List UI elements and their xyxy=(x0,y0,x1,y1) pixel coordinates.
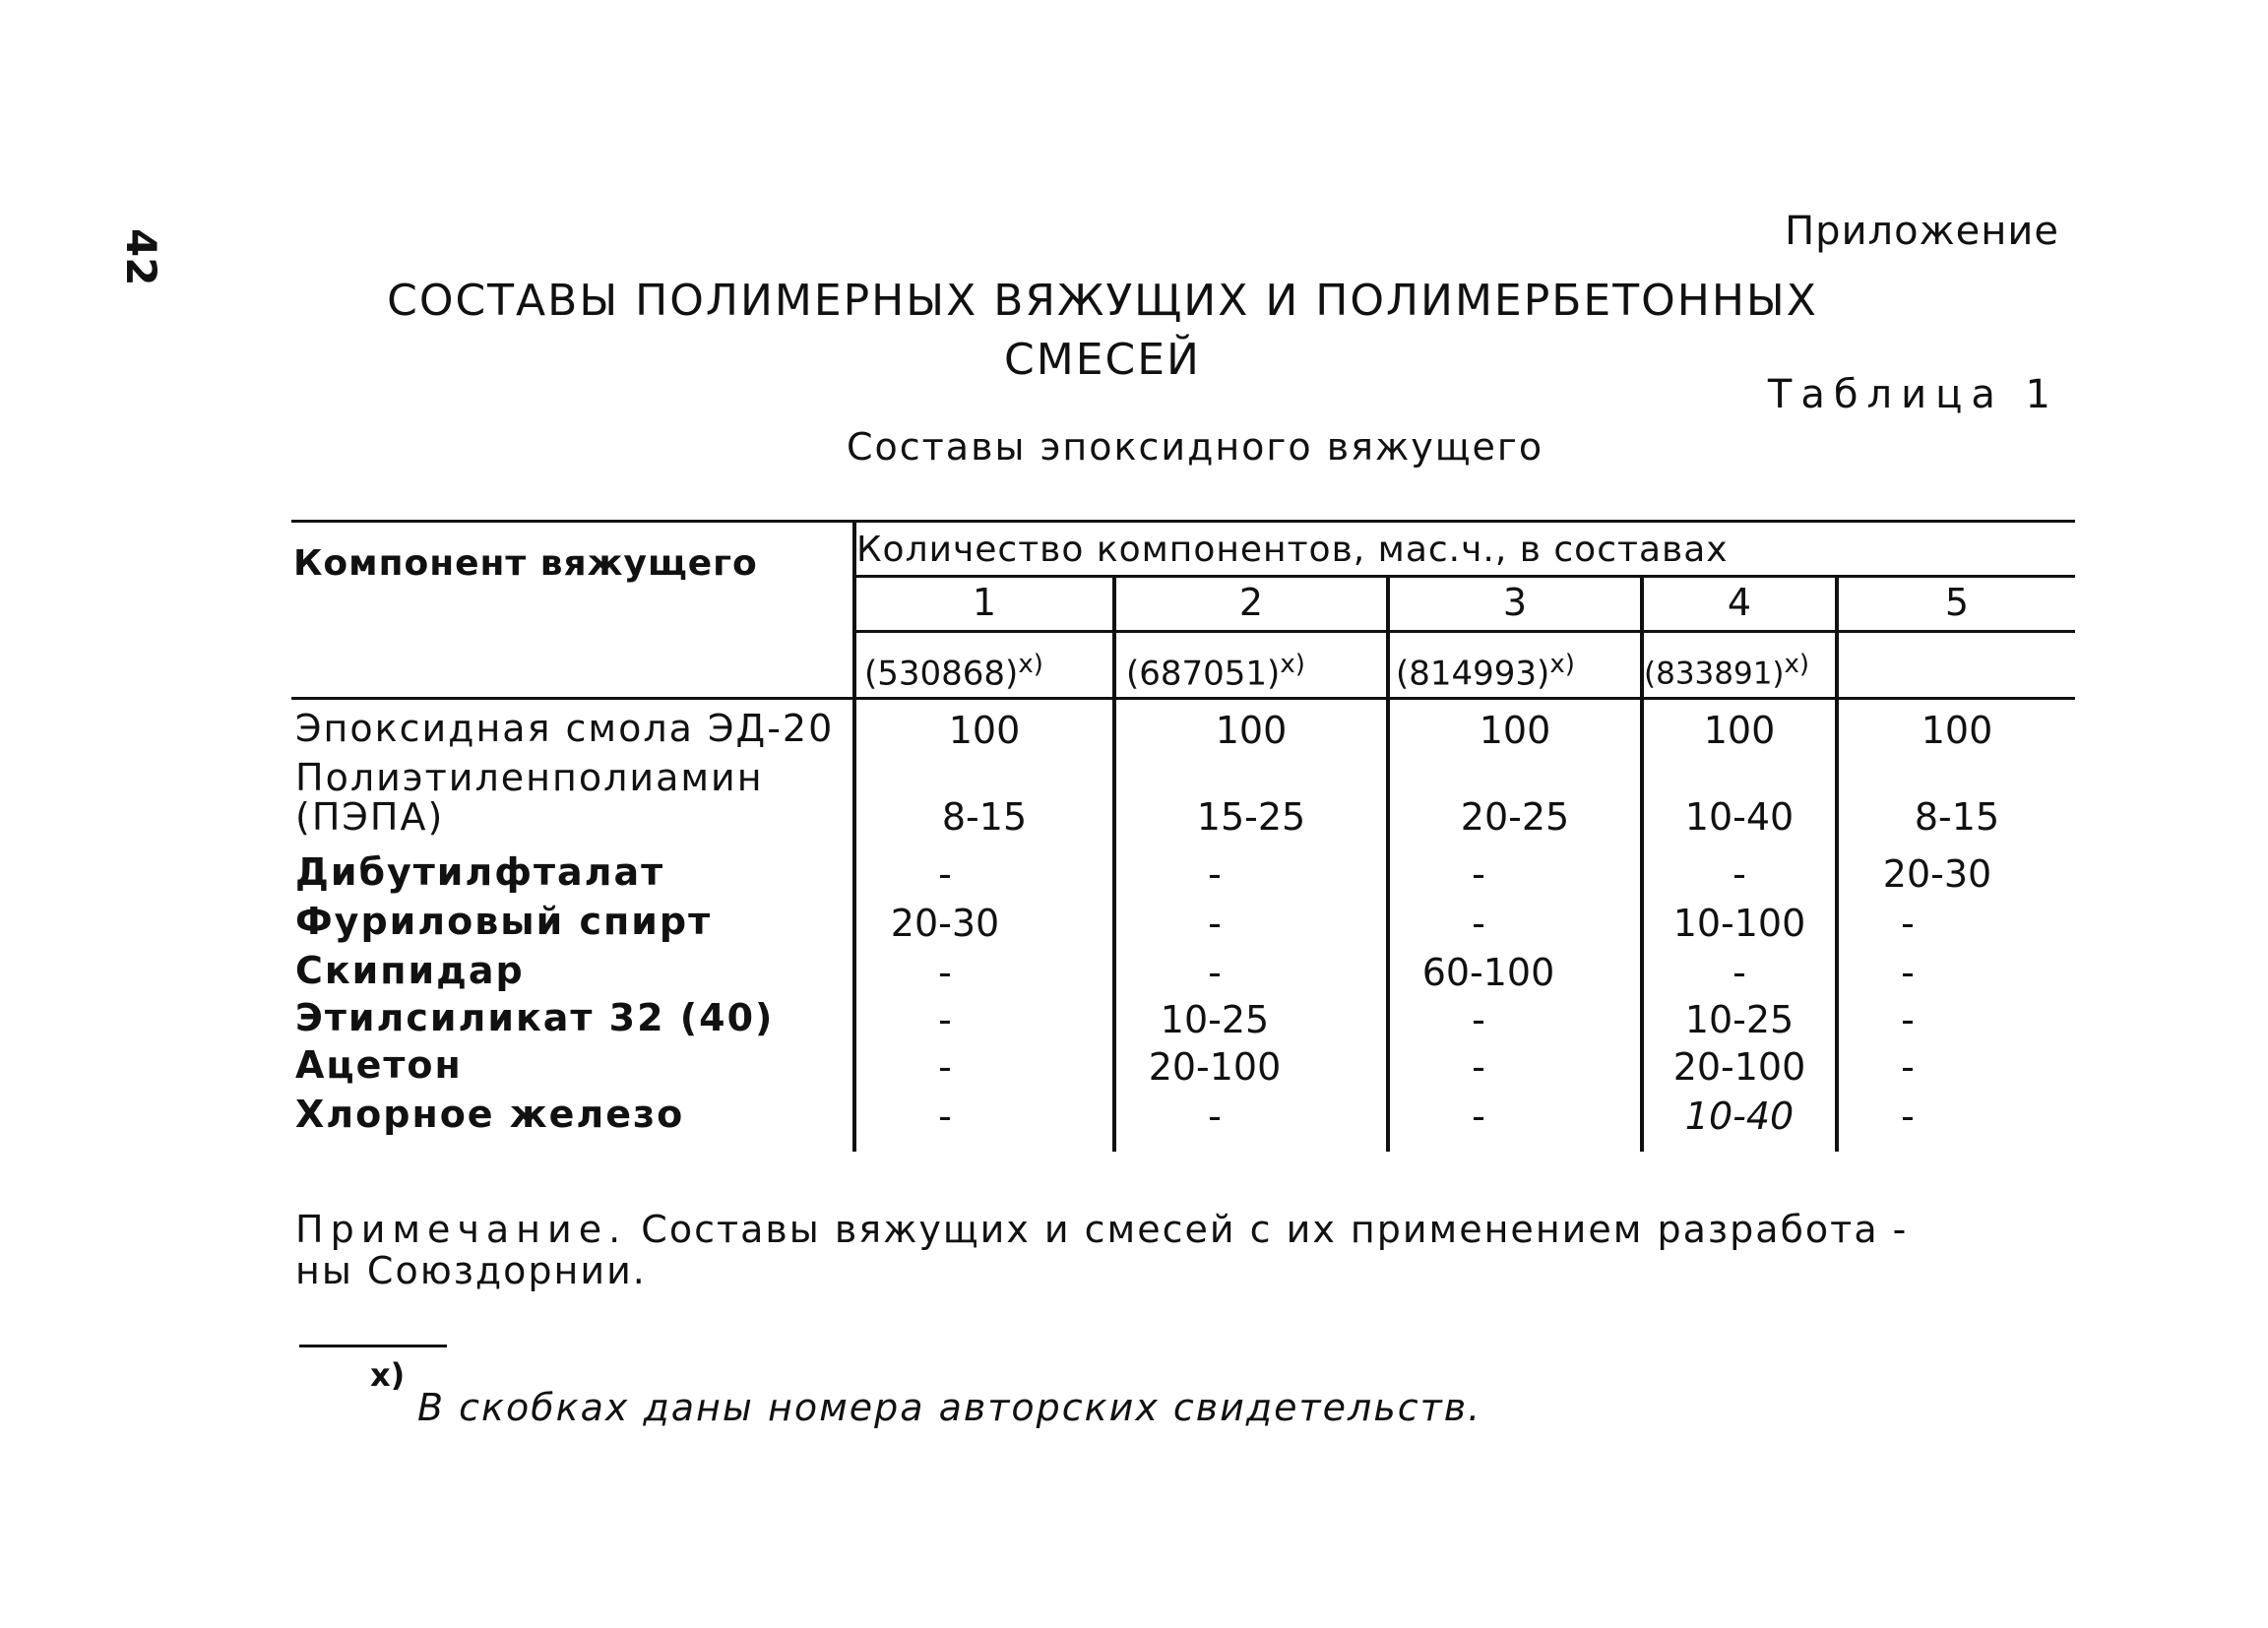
table-cell: - xyxy=(1732,852,1746,896)
note-text: Составы вяжущих и смесей с их применением разработа - xyxy=(641,1208,1909,1251)
page-title xyxy=(295,272,1910,390)
row-label-ferric-chloride: Хлорное железо xyxy=(295,1093,685,1136)
row-label-acetone: Ацетон xyxy=(295,1043,463,1087)
table-cell: 10-25 xyxy=(1160,998,1270,1041)
title-line-1: СОСТАВЫ ПОЛИМЕРНЫХ ВЯЖУЩИХ И ПОЛИМЕРБЕТОННЫХ xyxy=(387,276,1818,326)
header-subrule-2 xyxy=(856,630,2075,633)
table-cell: 20-30 xyxy=(890,902,1000,945)
table-cell: - xyxy=(1901,1045,1915,1089)
table-cell: 20-25 xyxy=(1460,795,1570,839)
table-cell: 10-100 xyxy=(1672,902,1806,945)
table-cell: 100 xyxy=(948,709,1021,752)
certificate-3: $(814993)^{x)}$ xyxy=(1396,650,1575,694)
table-cell: - xyxy=(1472,1045,1485,1089)
table-cell: - xyxy=(1472,852,1485,896)
row-label-dibutyl: Дибутилфталат xyxy=(295,850,665,894)
note-text-cont: ны Союздорнии. xyxy=(295,1249,647,1292)
table-cell: - xyxy=(938,1045,952,1089)
certificate-4: $(833891)^{x)}$ xyxy=(1644,650,1810,692)
certificate-1: $(530868)^{x)}$ xyxy=(864,650,1043,694)
table-label: Таблица 1 xyxy=(1767,372,2059,417)
page-number: 42 xyxy=(117,228,165,286)
table-cell: 10-25 xyxy=(1684,998,1795,1041)
table-cell: 100 xyxy=(1921,709,1993,752)
row-label-pepa: Полиэтиленполиамин (ПЭПА) xyxy=(295,756,764,839)
certificate-2: $(687051)^{x)}$ xyxy=(1126,650,1305,694)
table-cell: - xyxy=(1901,1095,1915,1138)
table-cell: - xyxy=(938,1095,952,1138)
table-top-rule xyxy=(291,520,2075,523)
header-subrule-1 xyxy=(856,575,2075,578)
table-cell: - xyxy=(1901,902,1915,945)
table-cell: - xyxy=(1208,1095,1222,1138)
table-cell: - xyxy=(938,951,952,994)
table-cell: 8-15 xyxy=(1914,795,2000,839)
note-lead: Примечание. xyxy=(295,1208,628,1251)
header-component: Компонент вяжущего xyxy=(293,543,758,584)
title-line-2: СМЕСЕЙ xyxy=(1004,335,1201,385)
header-quantity: Количество компонентов, мас.ч., в составах xyxy=(856,530,1729,570)
footnote-rule xyxy=(299,1345,447,1347)
table-cell: 100 xyxy=(1703,709,1776,752)
table-cell: - xyxy=(1472,998,1485,1041)
table-cell: 10-40 xyxy=(1684,795,1795,839)
footnote-mark: x) xyxy=(370,1356,406,1394)
column-number-5: 5 xyxy=(1944,581,1970,624)
header-bottom-rule xyxy=(291,697,2075,700)
table-caption: Составы эпоксидного вяжущего xyxy=(847,425,1544,469)
table-cell: - xyxy=(1208,951,1222,994)
row-label-furyl: Фуриловый спирт xyxy=(295,900,713,943)
table-cell: - xyxy=(1901,951,1915,994)
table-cell: 10-40 xyxy=(1684,1095,1795,1138)
table-cell: 20-100 xyxy=(1672,1045,1806,1089)
row-label-epoxy: Эпоксидная смола ЭД-20 xyxy=(295,707,835,750)
table-cell: - xyxy=(1472,1095,1485,1138)
column-number-3: 3 xyxy=(1502,581,1528,624)
table-cell: 15-25 xyxy=(1196,795,1306,839)
row-label-ethylsilicate: Этилсиликат 32 (40) xyxy=(295,996,775,1039)
table-cell: 60-100 xyxy=(1421,951,1555,994)
column-number-1: 1 xyxy=(972,581,997,624)
table-cell: 20-100 xyxy=(1148,1045,1282,1089)
table-cell: - xyxy=(1732,951,1746,994)
row-label-turpentine: Скипидар xyxy=(295,949,525,992)
column-number-4: 4 xyxy=(1727,581,1752,624)
footnote-text: В скобках даны номера авторских свидетельств. xyxy=(417,1386,1482,1429)
table-cell: - xyxy=(1901,998,1915,1041)
appendix-label: Приложение xyxy=(1785,209,2059,254)
table-cell: - xyxy=(938,998,952,1041)
table-cell: 100 xyxy=(1215,709,1288,752)
table-cell: 20-30 xyxy=(1882,852,1992,896)
table-cell: 100 xyxy=(1479,709,1551,752)
table-cell: - xyxy=(938,852,952,896)
column-number-2: 2 xyxy=(1238,581,1264,624)
table-cell: - xyxy=(1208,902,1222,945)
table-cell: - xyxy=(1208,852,1222,896)
note xyxy=(295,1209,2087,1291)
table-cell: 8-15 xyxy=(941,795,1028,839)
table-cell: - xyxy=(1472,902,1485,945)
